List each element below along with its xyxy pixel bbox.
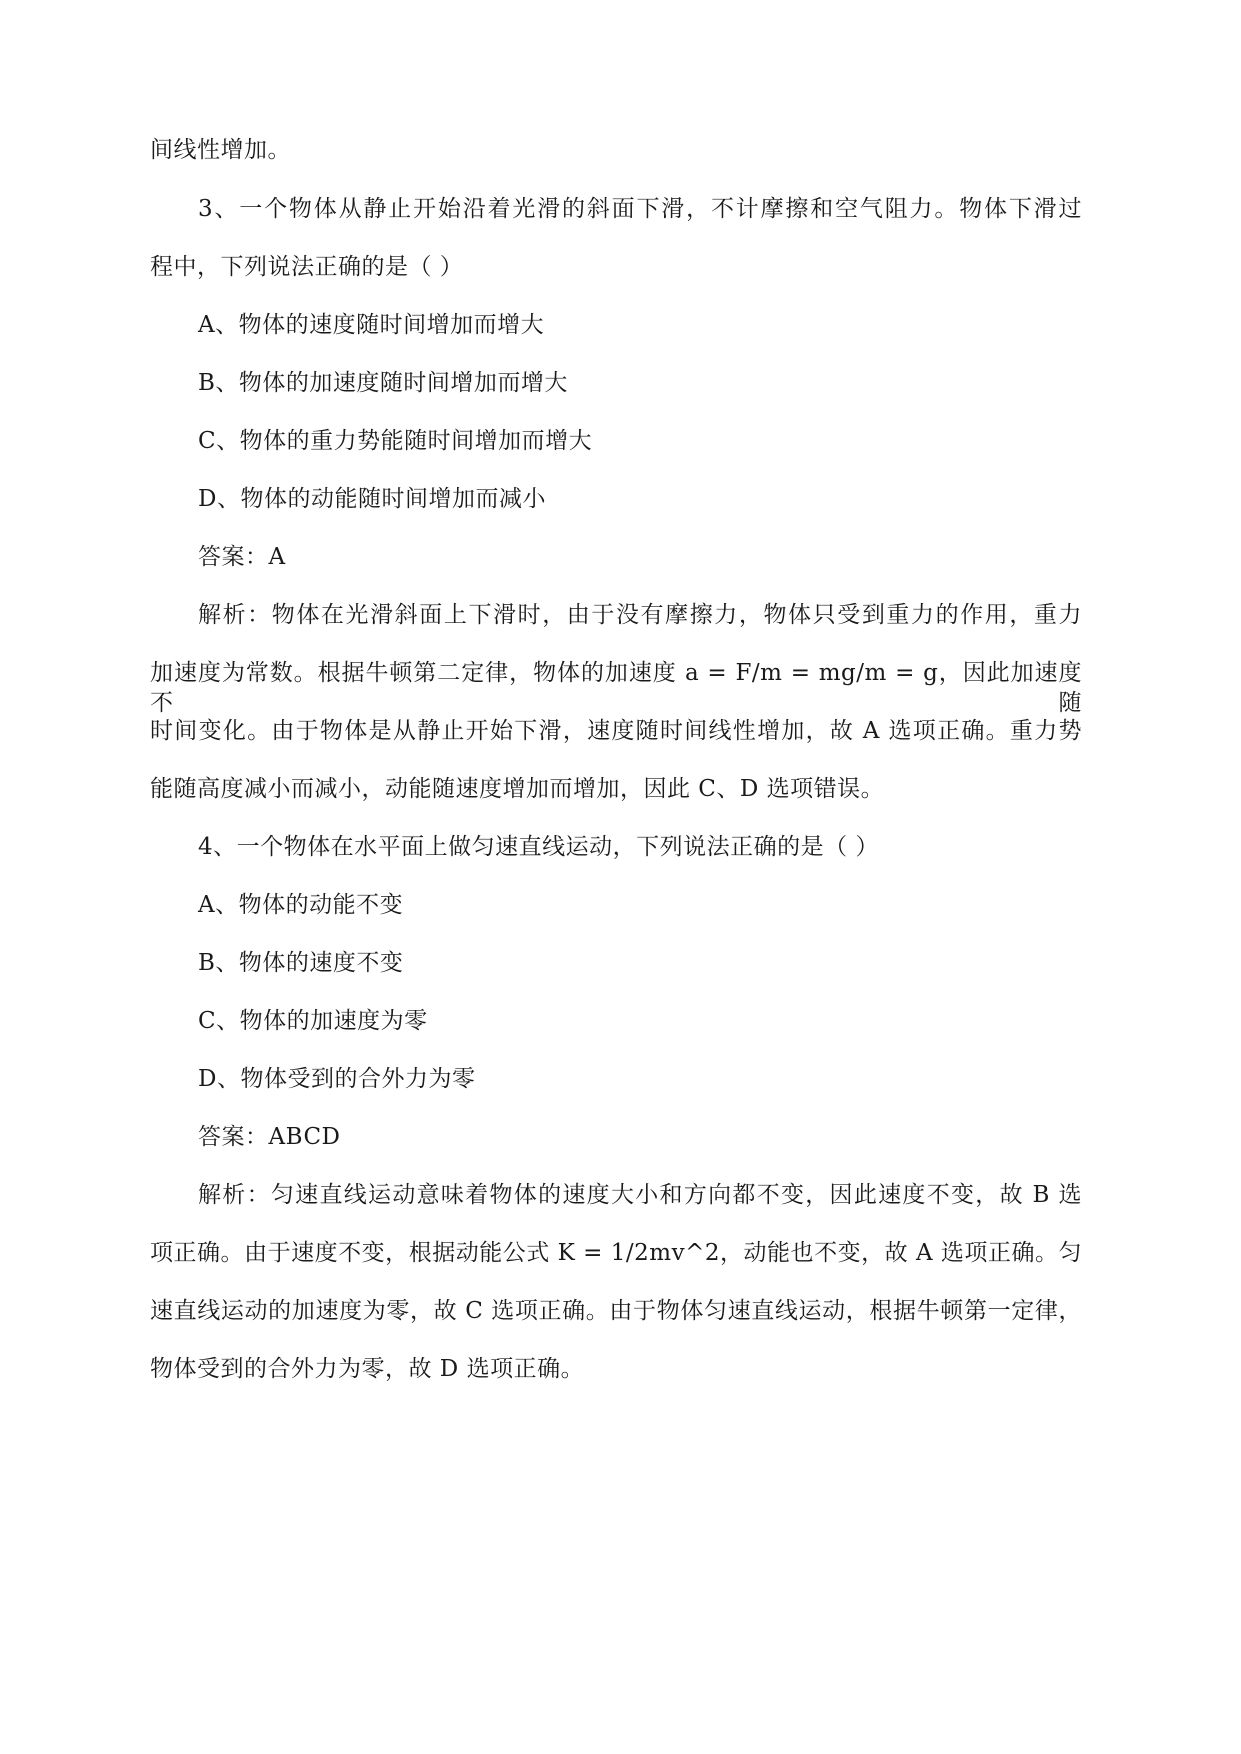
text-line: 间线性增加。: [150, 137, 291, 163]
question-3-option-c: C、物体的重力势能随时间增加而增大: [198, 428, 593, 454]
question-3-analysis: 解析：物体在光滑斜面上下滑时，由于没有摩擦力，物体只受到重力的作用，重力: [198, 602, 1082, 628]
question-3-analysis: 时间变化。由于物体是从静止开始下滑，速度随时间线性增加，故 A 选项正确。重力势: [150, 718, 1082, 744]
question-4-option-b: B、物体的速度不变: [198, 950, 404, 976]
question-3-analysis: 能随高度减小而减小，动能随速度增加而增加，因此 C、D 选项错误。: [150, 776, 885, 802]
question-3-stem: 3、一个物体从静止开始沿着光滑的斜面下滑，不计摩擦和空气阻力。物体下滑过: [198, 196, 1082, 222]
question-4-option-c: C、物体的加速度为零: [198, 1008, 428, 1034]
question-3-option-b: B、物体的加速度随时间增加而增大: [198, 370, 568, 396]
question-3-analysis: 加速度为常数。根据牛顿第二定律，物体的加速度 a = F/m = mg/m = g，因此加速度不随: [150, 660, 1082, 716]
question-4-analysis: 速直线运动的加速度为零，故 C 选项正确。由于物体匀速直线运动，根据牛顿第一定律，: [150, 1298, 1082, 1324]
question-4-option-d: D、物体受到的合外力为零: [198, 1066, 476, 1092]
question-3-stem: 程中，下列说法正确的是（ ）: [150, 254, 464, 280]
question-3-option-a: A、物体的速度随时间增加而增大: [198, 312, 545, 338]
question-4-analysis: 解析：匀速直线运动意味着物体的速度大小和方向都不变，因此速度不变，故 B 选: [198, 1182, 1082, 1208]
question-4-analysis: 物体受到的合外力为零，故 D 选项正确。: [150, 1356, 585, 1382]
question-4-option-a: A、物体的动能不变: [198, 892, 404, 918]
question-3-answer: 答案：A: [198, 544, 286, 570]
question-4-analysis: 项正确。由于速度不变，根据动能公式 K = 1/2mv^2，动能也不变，故 A 选项正确。匀: [150, 1240, 1082, 1266]
question-3-option-d: D、物体的动能随时间增加而减小: [198, 486, 546, 512]
question-4-stem: 4、一个物体在水平面上做匀速直线运动，下列说法正确的是（ ）: [198, 834, 879, 860]
question-4-answer: 答案：ABCD: [198, 1124, 341, 1150]
